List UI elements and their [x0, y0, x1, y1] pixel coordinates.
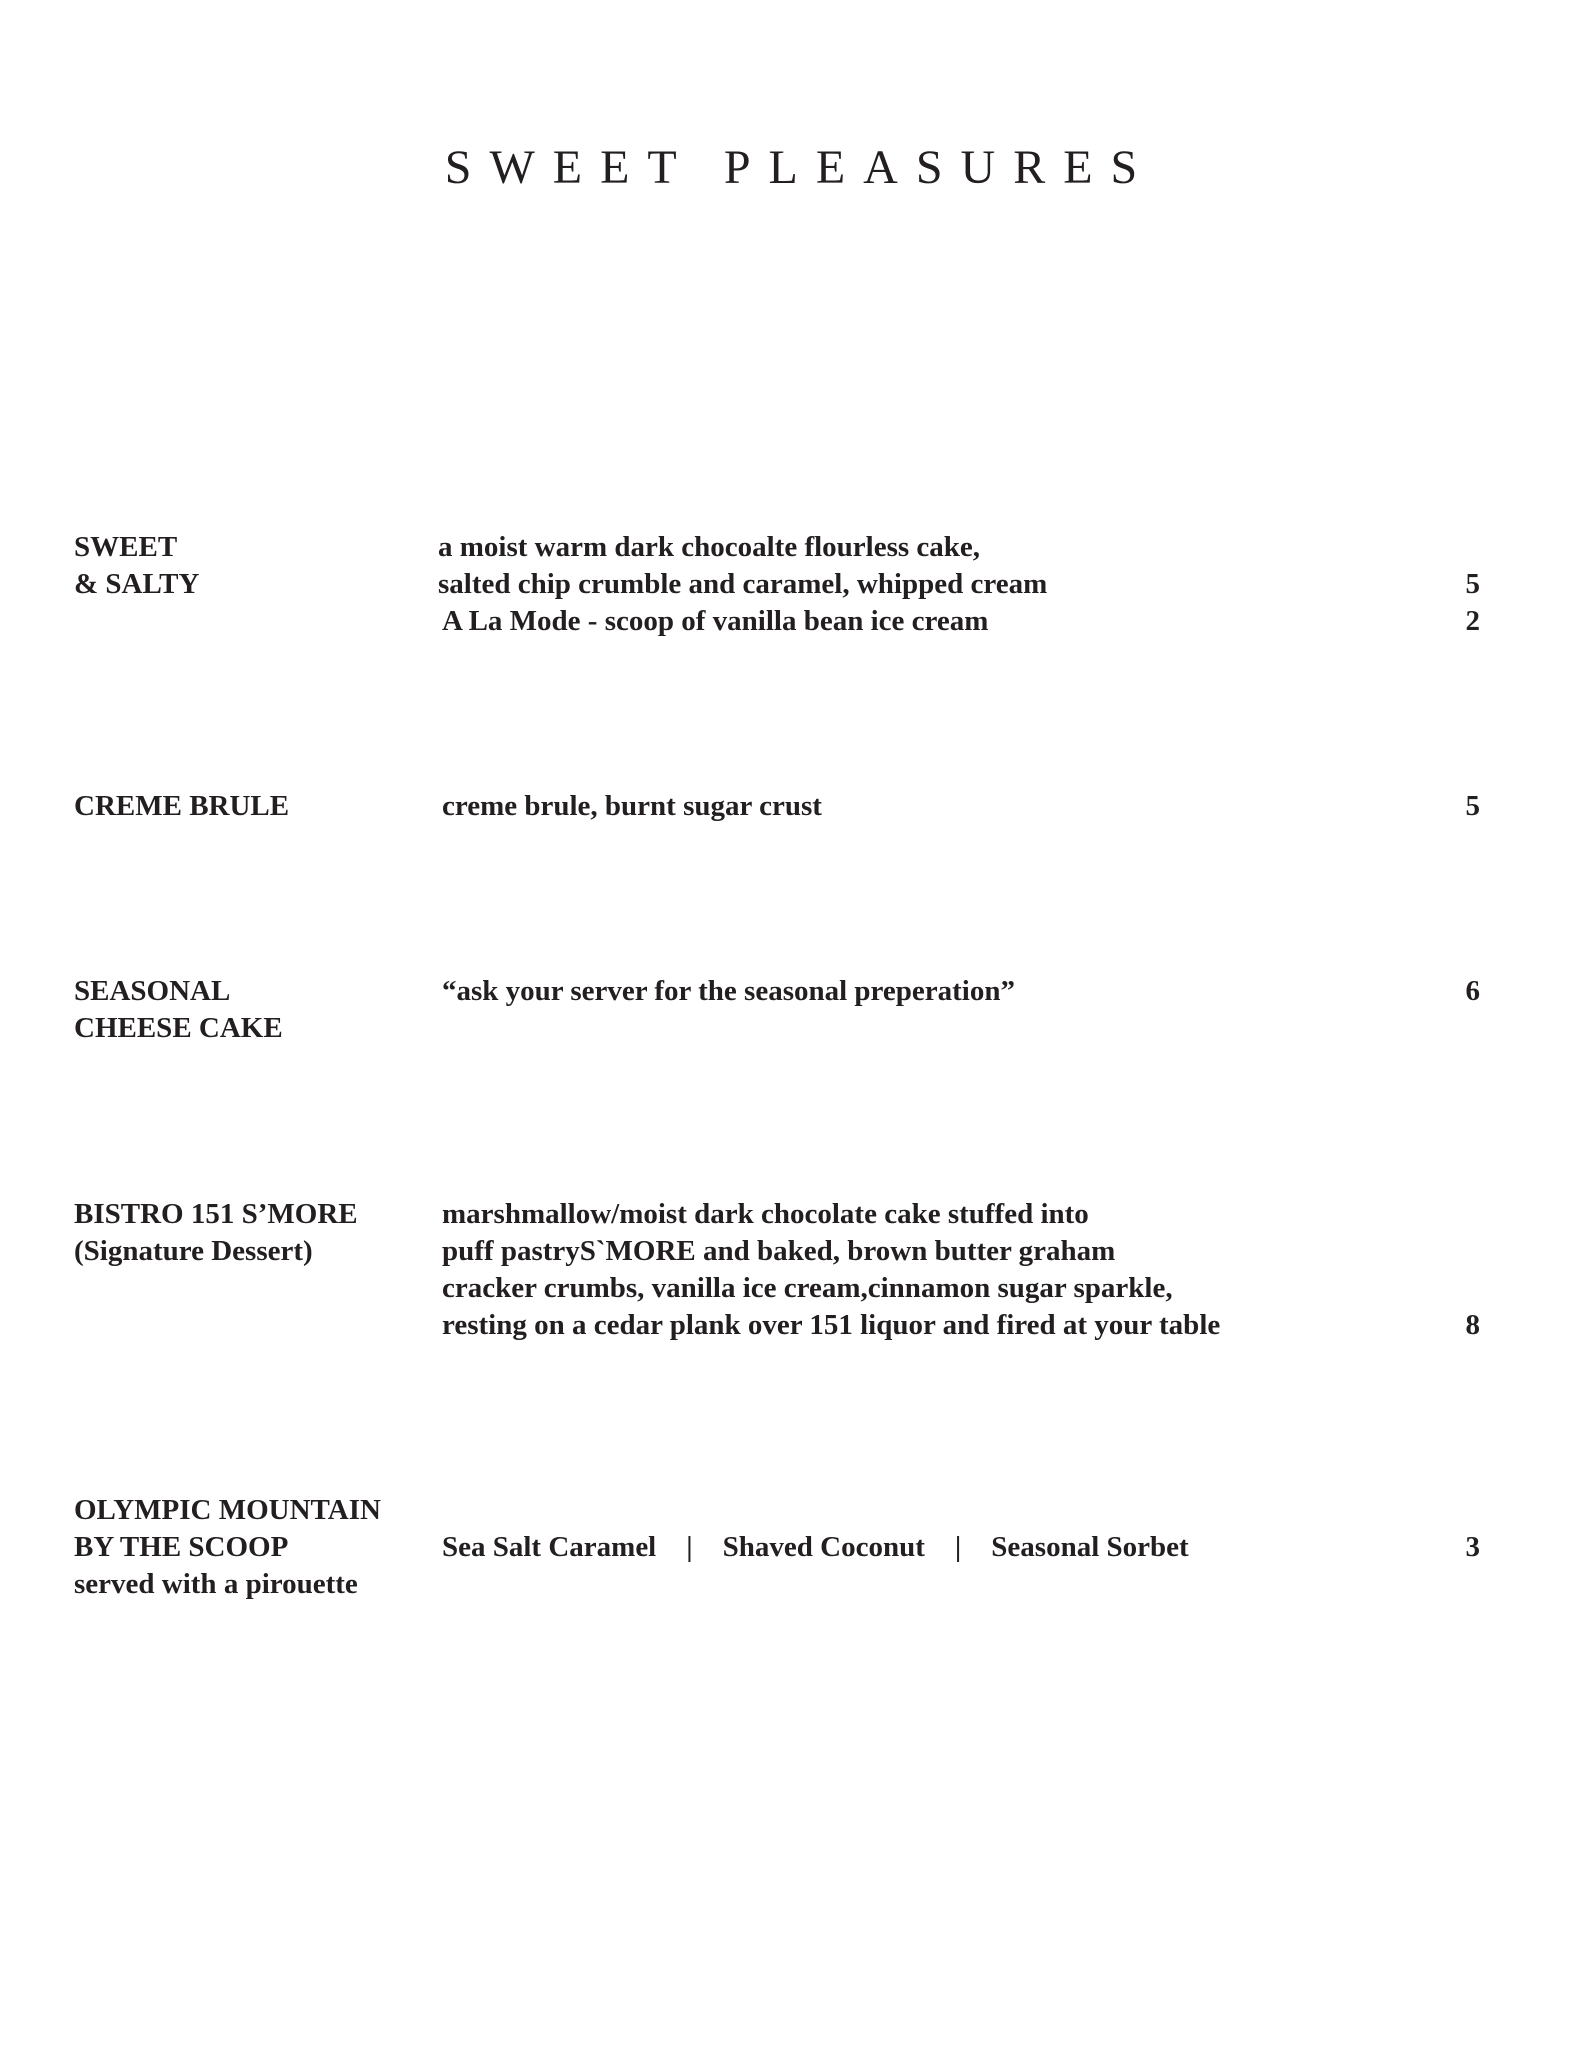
- item-name-line: SEASONAL: [74, 975, 231, 1007]
- item-price: 2: [1465, 605, 1480, 637]
- item-prices: [1440, 1492, 1480, 1566]
- item-description-line: resting on a cedar plank over 151 liquor and fired at your table: [442, 1309, 1221, 1341]
- item-price: 8: [1465, 1309, 1480, 1341]
- item-description-line: a moist warm dark chocoalte flourless cake,: [438, 531, 981, 563]
- item-price: 5: [1465, 790, 1480, 822]
- item-description-line: “ask your server for the seasonal preperation”: [442, 975, 1015, 1007]
- item-description: [442, 1492, 1342, 1566]
- item-price: [1440, 1492, 1480, 1529]
- item-name-line: BY THE SCOOP: [74, 1531, 289, 1563]
- item-price: [1440, 1233, 1480, 1270]
- item-name: [74, 529, 454, 603]
- flavor-item: Shaved Coconut: [722, 1531, 925, 1563]
- item-description-line: puff pastryS`MORE and baked, brown butter graham: [442, 1235, 1116, 1267]
- item-price: [1440, 529, 1480, 566]
- item-description-line: creme brule, burnt sugar crust: [442, 790, 822, 822]
- item-description-line: salted chip crumble and caramel, whipped cream: [438, 568, 1048, 600]
- item-price: 3: [1465, 1531, 1480, 1563]
- item-prices: [1440, 973, 1480, 1010]
- item-description: [442, 1196, 1342, 1344]
- menu-title: SWEET PLEASURES: [444, 141, 1156, 194]
- item-description-spacer: [442, 1492, 1342, 1529]
- item-price: 6: [1465, 975, 1480, 1007]
- item-description-line: marshmallow/moist dark chocolate cake stuffed into: [442, 1198, 1089, 1230]
- item-description: [442, 788, 1342, 825]
- item-prices: [1440, 788, 1480, 825]
- flavor-list: [442, 1529, 1342, 1566]
- item-price: 5: [1465, 568, 1480, 600]
- item-name-line: OLYMPIC MOUNTAIN: [74, 1494, 381, 1526]
- item-name-line: (Signature Dessert): [74, 1235, 313, 1267]
- item-prices: [1440, 529, 1480, 640]
- item-name-line: CREME BRULE: [74, 790, 290, 822]
- item-description-line: cracker crumbs, vanilla ice cream,cinnamon sugar sparkle,: [442, 1272, 1173, 1304]
- item-name: [74, 973, 454, 1047]
- item-name-line: served with a pirouette: [74, 1568, 358, 1600]
- item-name: [74, 788, 454, 825]
- flavor-item: Sea Salt Caramel: [442, 1531, 657, 1563]
- item-name-line: CHEESE CAKE: [74, 1012, 283, 1044]
- flavor-separator: |: [686, 1531, 693, 1563]
- flavor-item: Seasonal Sorbet: [991, 1531, 1189, 1563]
- item-prices: [1440, 1196, 1480, 1344]
- item-name: [74, 1196, 454, 1270]
- item-description-line: A La Mode - scoop of vanilla bean ice cream: [442, 605, 989, 637]
- item-description: [442, 973, 1342, 1010]
- flavor-separator: |: [954, 1531, 962, 1563]
- item-price: [1440, 1196, 1480, 1233]
- item-name-line: BISTRO 151 S’MORE: [74, 1198, 358, 1230]
- item-name-line: SWEET: [74, 531, 178, 563]
- item-name: [74, 1492, 454, 1603]
- item-description: [438, 529, 1338, 640]
- item-price: [1440, 1270, 1480, 1307]
- item-name-line: & SALTY: [74, 568, 200, 600]
